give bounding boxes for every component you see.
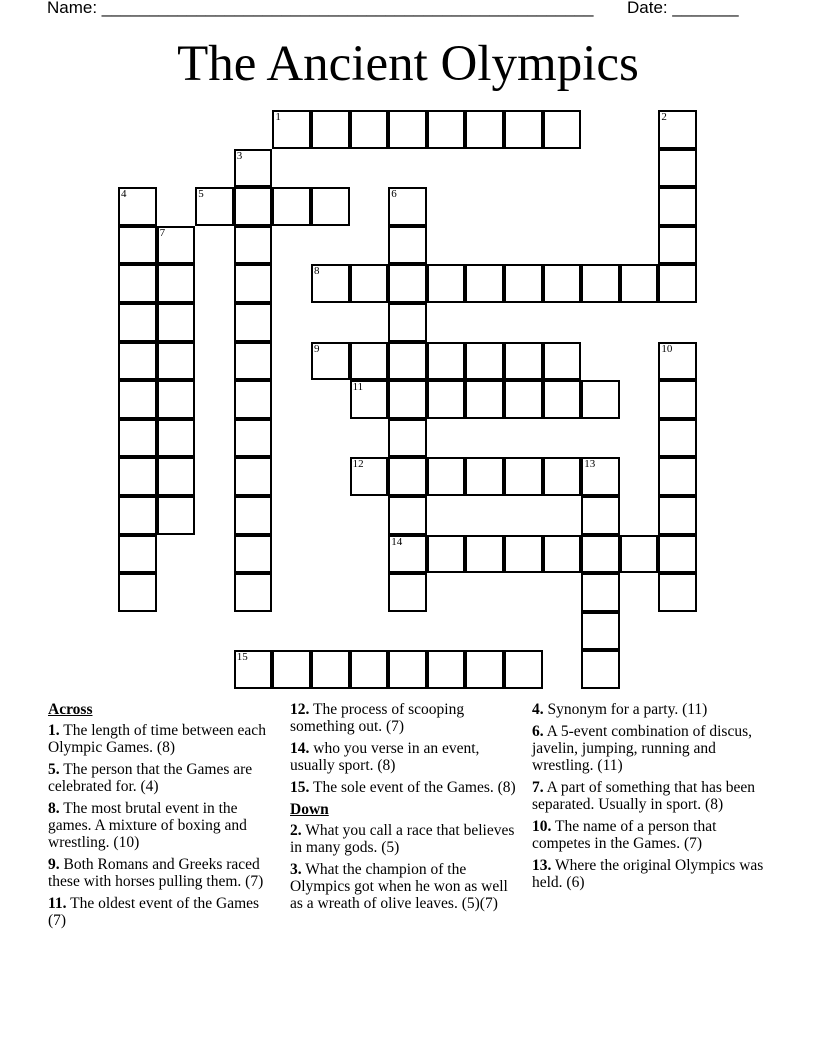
grid-cell[interactable] xyxy=(118,535,157,574)
clue xyxy=(290,701,522,735)
grid-cell[interactable] xyxy=(234,380,273,419)
date-line[interactable]: Date: _______ xyxy=(627,0,739,17)
grid-cell[interactable] xyxy=(234,535,273,574)
clue xyxy=(48,800,280,851)
grid-cell[interactable] xyxy=(311,342,350,381)
grid-cell[interactable] xyxy=(427,650,466,689)
clue xyxy=(48,895,280,929)
grid-cell[interactable] xyxy=(272,187,311,226)
clue-text: What the champion of the Olympics got when he won as well as a wreath of olive leaves. (5)(7) xyxy=(290,861,508,912)
cell-number: 14 xyxy=(391,535,403,548)
grid-cell[interactable] xyxy=(388,573,427,612)
grid-cell[interactable] xyxy=(157,264,196,303)
grid-cell[interactable] xyxy=(388,226,427,265)
grid-cell[interactable] xyxy=(465,650,504,689)
grid-cell[interactable] xyxy=(157,496,196,535)
clue xyxy=(290,740,522,774)
grid-cell[interactable] xyxy=(658,419,697,458)
clue-text: The oldest event of the Games (7) xyxy=(48,895,260,929)
grid-cell[interactable] xyxy=(157,419,196,458)
clue-number: 15. xyxy=(290,779,310,796)
grid-cell[interactable] xyxy=(581,612,620,651)
clue-text: The sole event of the Games. (8) xyxy=(312,779,516,796)
grid-cell[interactable] xyxy=(388,110,427,149)
grid-cell[interactable] xyxy=(581,650,620,689)
grid-cell[interactable] xyxy=(118,496,157,535)
grid-cell[interactable] xyxy=(388,380,427,419)
grid-cell[interactable] xyxy=(658,110,697,149)
cell-number: 12 xyxy=(352,458,364,471)
grid-cell[interactable] xyxy=(504,264,543,303)
grid-cell[interactable] xyxy=(350,380,389,419)
clue xyxy=(532,723,772,774)
clue-text: Both Romans and Greeks raced these with horses pulling them. (7) xyxy=(48,856,264,890)
clue-number: 9. xyxy=(48,856,60,873)
grid-cell[interactable] xyxy=(388,535,427,574)
clue-text: who you verse in an event, usually sport. (8) xyxy=(290,740,480,774)
grid-cell[interactable] xyxy=(543,264,582,303)
name-line[interactable]: Name: ____________________________________________________ xyxy=(47,0,594,17)
grid-cell[interactable] xyxy=(157,303,196,342)
grid-cell[interactable] xyxy=(272,650,311,689)
grid-cell[interactable] xyxy=(543,380,582,419)
grid-cell[interactable] xyxy=(465,380,504,419)
clue xyxy=(48,761,280,795)
grid-cell[interactable] xyxy=(465,535,504,574)
grid-cell[interactable] xyxy=(157,226,196,265)
grid-cell[interactable] xyxy=(157,342,196,381)
clue xyxy=(48,856,280,890)
clue xyxy=(290,861,522,912)
cell-number: 8 xyxy=(314,265,320,278)
grid-cell[interactable] xyxy=(658,149,697,188)
cell-number: 2 xyxy=(661,111,667,123)
grid-cell[interactable] xyxy=(311,264,350,303)
grid-cell[interactable] xyxy=(543,535,582,574)
grid-cell[interactable] xyxy=(195,187,234,226)
grid-cell[interactable] xyxy=(658,380,697,419)
clue-text: The length of time between each Olympic Games. (8) xyxy=(48,722,266,756)
grid-cell[interactable] xyxy=(234,149,273,188)
grid-cell[interactable] xyxy=(543,457,582,496)
grid-cell[interactable] xyxy=(272,110,311,149)
grid-cell[interactable] xyxy=(234,264,273,303)
down-heading: Down xyxy=(290,801,329,818)
clue xyxy=(532,779,772,813)
clue-number: 7. xyxy=(532,779,544,796)
grid-cell[interactable] xyxy=(581,573,620,612)
grid-cell[interactable] xyxy=(388,650,427,689)
page-title: The Ancient Olympics xyxy=(177,36,639,92)
grid-cell[interactable] xyxy=(658,496,697,535)
cell-number: 13 xyxy=(584,458,596,471)
grid-cell[interactable] xyxy=(388,303,427,342)
clue-text: The person that the Games are celebrated for. (4) xyxy=(48,761,253,795)
clue-number: 12. xyxy=(290,701,310,718)
grid-cell[interactable] xyxy=(543,342,582,381)
cell-number: 11 xyxy=(352,381,364,394)
grid-cell[interactable] xyxy=(234,419,273,458)
grid-cell[interactable] xyxy=(350,264,389,303)
grid-cell[interactable] xyxy=(118,303,157,342)
grid-cell[interactable] xyxy=(465,457,504,496)
grid-cell[interactable] xyxy=(465,264,504,303)
grid-cell[interactable] xyxy=(504,110,543,149)
grid-cell[interactable] xyxy=(427,264,466,303)
grid-cell[interactable] xyxy=(118,264,157,303)
clue xyxy=(532,701,772,718)
grid-cell[interactable] xyxy=(388,264,427,303)
clue-number: 14. xyxy=(290,740,310,757)
cell-number: 1 xyxy=(275,111,281,123)
grid-cell[interactable] xyxy=(234,187,273,226)
grid-cell[interactable] xyxy=(118,457,157,496)
cell-number: 15 xyxy=(236,651,248,664)
grid-cell[interactable] xyxy=(118,226,157,265)
grid-cell[interactable] xyxy=(620,264,659,303)
cell-number: 4 xyxy=(121,188,127,201)
grid-cell[interactable] xyxy=(504,380,543,419)
clue-number: 6. xyxy=(532,723,544,740)
grid-cell[interactable] xyxy=(427,110,466,149)
grid-cell[interactable] xyxy=(234,226,273,265)
grid-cell[interactable] xyxy=(350,342,389,381)
grid-cell[interactable] xyxy=(658,535,697,574)
grid-cell[interactable] xyxy=(581,496,620,535)
grid-cell[interactable] xyxy=(504,535,543,574)
clue xyxy=(532,818,772,852)
grid-cell[interactable] xyxy=(311,187,350,226)
grid-cell[interactable] xyxy=(388,342,427,381)
grid-cell[interactable] xyxy=(350,457,389,496)
grid-cell[interactable] xyxy=(118,342,157,381)
cell-number: 9 xyxy=(314,342,320,355)
grid-cell[interactable] xyxy=(427,535,466,574)
grid-cell[interactable] xyxy=(234,650,273,689)
clue-text: Synonym for a party. (11) xyxy=(547,701,708,718)
clue-text: The most brutal event in the games. A mixture of boxing and wrestling. (10) xyxy=(48,800,247,851)
clue-number: 13. xyxy=(532,857,552,874)
grid-cell[interactable] xyxy=(465,110,504,149)
grid-cell[interactable] xyxy=(157,457,196,496)
grid-cell[interactable] xyxy=(118,573,157,612)
grid-cell[interactable] xyxy=(581,535,620,574)
grid-cell[interactable] xyxy=(427,342,466,381)
grid-cell[interactable] xyxy=(620,535,659,574)
grid-cell[interactable] xyxy=(388,187,427,226)
grid-cell[interactable] xyxy=(311,650,350,689)
grid-cell[interactable] xyxy=(465,342,504,381)
grid-cell[interactable] xyxy=(658,457,697,496)
grid-cell[interactable] xyxy=(234,303,273,342)
cell-number: 6 xyxy=(391,188,397,201)
grid-cell[interactable] xyxy=(658,187,697,226)
cell-number: 3 xyxy=(236,149,243,162)
across-heading: Across xyxy=(48,701,93,718)
grid-cell[interactable] xyxy=(388,457,427,496)
clue-column-3 xyxy=(532,701,772,896)
clue-number: 4. xyxy=(532,701,544,718)
grid-cell[interactable] xyxy=(658,342,697,381)
grid-cell[interactable] xyxy=(350,110,389,149)
grid-cell[interactable] xyxy=(581,457,620,496)
clue xyxy=(48,722,280,756)
grid-cell[interactable] xyxy=(658,264,697,303)
grid-cell[interactable] xyxy=(504,342,543,381)
clue-text: A part of something that has been separated. Usually in sport. (8) xyxy=(532,779,755,813)
clue-number: 10. xyxy=(532,818,552,835)
grid-cell[interactable] xyxy=(311,110,350,149)
grid-cell[interactable] xyxy=(350,650,389,689)
grid-cell[interactable] xyxy=(118,380,157,419)
cell-number: 5 xyxy=(198,188,204,201)
clue-text: What you call a race that believes in many gods. (5) xyxy=(290,822,515,856)
grid-cell[interactable] xyxy=(118,419,157,458)
clue-number: 11. xyxy=(48,895,67,912)
grid-cell[interactable] xyxy=(658,226,697,265)
clue-number: 3. xyxy=(290,861,302,878)
grid-cell[interactable] xyxy=(234,457,273,496)
grid-cell[interactable] xyxy=(581,380,620,419)
grid-cell[interactable] xyxy=(504,650,543,689)
clue-number: 8. xyxy=(48,800,60,817)
grid-cell[interactable] xyxy=(118,187,157,226)
clue-column-1 xyxy=(48,701,280,934)
cell-number: 7 xyxy=(159,226,166,239)
grid-cell[interactable] xyxy=(234,342,273,381)
clue-column-2 xyxy=(290,701,522,917)
clue-text: A 5-event combination of discus, javelin, jumping, running and wrestling. (11) xyxy=(532,723,752,774)
grid-cell[interactable] xyxy=(504,457,543,496)
clue-number: 1. xyxy=(48,722,60,739)
grid-cell[interactable] xyxy=(234,496,273,535)
clue-text: Where the original Olympics was held. (6) xyxy=(532,857,764,891)
grid-cell[interactable] xyxy=(388,496,427,535)
grid-cell[interactable] xyxy=(543,110,582,149)
grid-cell[interactable] xyxy=(388,419,427,458)
clue xyxy=(532,857,772,891)
clue-number: 5. xyxy=(48,761,60,778)
grid-cell[interactable] xyxy=(157,380,196,419)
clue-text: The process of scooping something out. (7) xyxy=(290,701,465,735)
clue xyxy=(290,822,522,856)
grid-cell[interactable] xyxy=(234,573,273,612)
grid-cell[interactable] xyxy=(658,573,697,612)
cell-number: 10 xyxy=(661,342,673,355)
grid-cell[interactable] xyxy=(427,380,466,419)
clue xyxy=(290,779,522,796)
grid-cell[interactable] xyxy=(427,457,466,496)
clue-text: The name of a person that competes in the Games. (7) xyxy=(532,818,717,852)
grid-cell[interactable] xyxy=(581,264,620,303)
clue-number: 2. xyxy=(290,822,302,839)
